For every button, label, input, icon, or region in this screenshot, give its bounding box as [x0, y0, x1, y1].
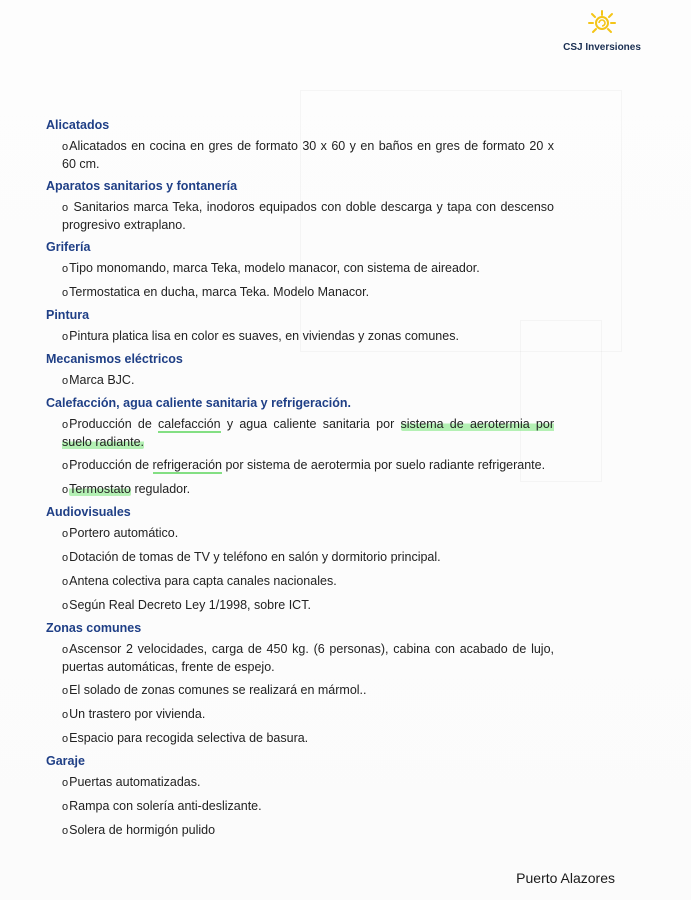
section-title: Zonas comunes	[46, 621, 142, 635]
bullet-icon: o	[62, 733, 69, 745]
spec-section	[44, 308, 554, 346]
bullet-icon: o	[62, 484, 69, 496]
bullet-icon: o	[62, 263, 69, 275]
underlined-text: calefacción	[158, 417, 221, 431]
section-title: Alicatados	[46, 118, 110, 132]
spec-item	[44, 328, 554, 346]
bullet-icon: o	[62, 419, 69, 431]
spec-section	[44, 505, 554, 615]
spec-item	[44, 549, 554, 567]
spec-section	[44, 621, 554, 748]
section-title: Garaje	[46, 754, 85, 768]
bullet-icon: o	[62, 825, 69, 837]
spec-section	[44, 179, 554, 234]
item-text: por sistema de aerotermia por suelo radiante refrigerante.	[222, 458, 546, 472]
item-text: Rampa con solería anti-deslizante.	[69, 799, 262, 813]
spec-item	[44, 730, 554, 748]
item-text: Espacio para recogida selectiva de basura.	[69, 731, 309, 745]
bullet-icon: o	[62, 644, 69, 656]
highlighted-text: sistema de aerotermia por suelo radiante.	[62, 417, 555, 449]
spec-section	[44, 240, 554, 302]
item-text: y agua caliente sanitaria por	[220, 417, 401, 431]
spec-item	[44, 372, 554, 390]
item-text: Antena colectiva para capta canales nacionales.	[69, 574, 337, 588]
bullet-icon: o	[62, 777, 69, 789]
spec-item	[44, 573, 554, 591]
brand-name: CSJ Inversiones	[563, 42, 641, 53]
spec-item	[44, 525, 554, 543]
bullet-icon: o	[62, 287, 69, 299]
spec-item	[44, 706, 554, 724]
bullet-icon: o	[62, 528, 69, 540]
section-title: Calefacción, agua caliente sanitaria y refrigeración.	[46, 396, 351, 410]
spec-item	[44, 798, 554, 816]
bullet-icon: o	[62, 331, 69, 343]
bullet-icon: o	[62, 600, 69, 612]
item-text: Marca BJC.	[69, 373, 135, 387]
bullet-icon: o	[62, 141, 69, 153]
item-text: Dotación de tomas de TV y teléfono en salón y dormitorio principal.	[69, 550, 441, 564]
bullet-icon: o	[62, 375, 69, 387]
brand-logo	[562, 10, 642, 53]
item-text: Termostatica en ducha, marca Teka. Modelo Manacor.	[69, 285, 370, 299]
spec-item	[44, 416, 554, 451]
spec-item	[44, 284, 554, 302]
spec-section	[44, 352, 554, 390]
spec-item	[44, 260, 554, 278]
spec-item	[44, 774, 554, 792]
bullet-icon: o	[62, 801, 69, 813]
spec-section	[44, 118, 554, 173]
bullet-icon: o	[62, 460, 69, 472]
spec-item	[44, 641, 554, 676]
bullet-icon: o	[62, 709, 69, 721]
item-text: Un trastero por vivienda.	[69, 707, 206, 721]
spec-item	[44, 597, 554, 615]
bullet-icon: o	[62, 202, 69, 214]
sun-icon	[562, 10, 642, 36]
spec-item	[44, 457, 554, 475]
highlighted-text: Termostato	[69, 482, 131, 496]
item-text: Puertas automatizadas.	[69, 775, 201, 789]
specs-content	[44, 118, 554, 846]
spec-item	[44, 682, 554, 700]
item-text: Producción de	[69, 458, 153, 472]
section-title: Pintura	[46, 308, 90, 322]
item-text: regulador.	[130, 482, 191, 496]
underlined-text: refrigeración	[152, 458, 222, 472]
item-text: Ascensor 2 velocidades, carga de 450 kg. (6 personas), cabina con acabado de lujo, puertas automáticas, frente de espejo.	[62, 642, 554, 674]
section-title: Grifería	[46, 240, 91, 254]
section-title: Audiovisuales	[46, 505, 131, 519]
bullet-icon: o	[62, 576, 69, 588]
bullet-icon: o	[62, 552, 69, 564]
item-text: Producción de	[69, 417, 159, 431]
section-title: Aparatos sanitarios y fontanería	[46, 179, 238, 193]
item-text: Pintura platica lisa en color es suaves, en viviendas y zonas comunes.	[69, 329, 459, 343]
spec-item	[44, 138, 554, 173]
bullet-icon: o	[62, 685, 69, 697]
section-title: Mecanismos eléctricos	[46, 352, 183, 366]
item-text: El solado de zonas comunes se realizará en mármol..	[69, 683, 367, 697]
spec-item	[44, 822, 554, 840]
item-text: Alicatados en cocina en gres de formato 30 x 60 y en baños en gres de formato 20 x 60 cm.	[62, 139, 554, 171]
item-text: Portero automático.	[69, 526, 179, 540]
spec-item	[44, 199, 554, 234]
item-text: Tipo monomando, marca Teka, modelo manacor, con sistema de aireador.	[69, 261, 480, 275]
item-text: Solera de hormigón pulido	[69, 823, 216, 837]
spec-section	[44, 754, 554, 840]
footer-project-name: Puerto Alazores	[516, 870, 615, 886]
item-text: Según Real Decreto Ley 1/1998, sobre ICT.	[69, 598, 311, 612]
spec-item	[44, 481, 554, 499]
item-text: Sanitarios marca Teka, inodoros equipados con doble descarga y tapa con descenso progresivo extraplano.	[62, 200, 554, 232]
spec-section	[44, 396, 554, 499]
